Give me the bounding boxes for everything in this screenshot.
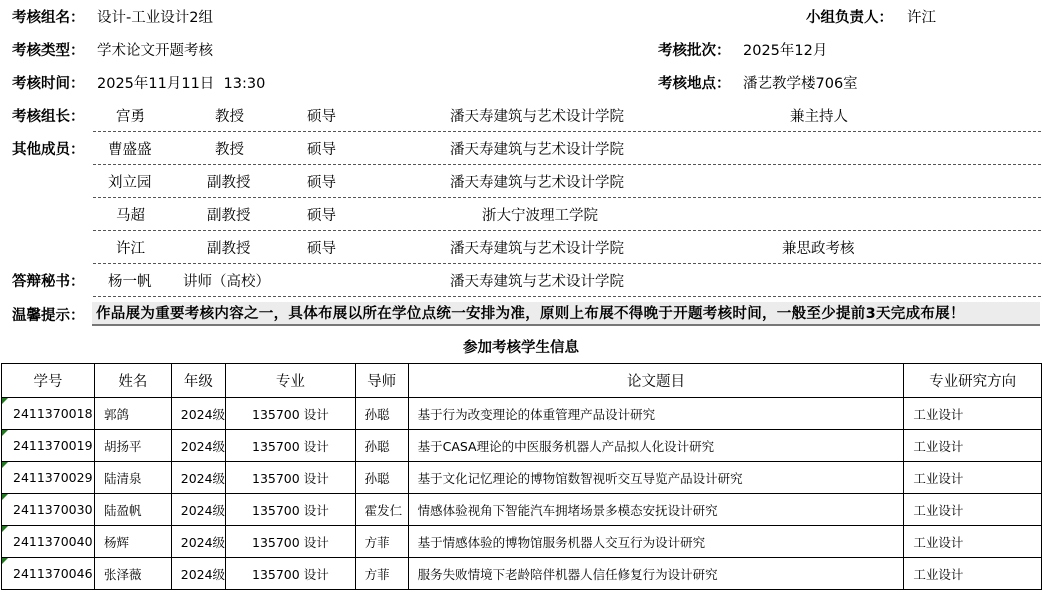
student-name-cell: 郭鸽	[94, 398, 171, 430]
member-org: 浙大宁波理工学院	[482, 208, 598, 224]
member-org: 潘天寿建筑与艺术设计学院	[450, 142, 624, 158]
place-label: 考核地点：	[658, 76, 731, 92]
thesis-title-cell: 基于行为改变理论的体重管理产品设计研究	[408, 398, 904, 430]
table-row	[2, 558, 1042, 590]
column-header: 姓名	[94, 364, 171, 398]
number-as-text-marker-icon	[2, 526, 8, 532]
column-header: 专业	[226, 364, 356, 398]
member-name: 马超	[116, 208, 145, 224]
student-name-cell: 陆清泉	[94, 462, 171, 494]
advisor-cell: 孙聪	[355, 430, 408, 462]
column-header: 导师	[355, 364, 408, 398]
number-as-text-marker-icon	[2, 430, 8, 436]
member-title: 副教授	[207, 175, 251, 191]
divider	[93, 197, 1041, 198]
students-table	[1, 363, 1042, 590]
research-direction-cell: 工业设计	[904, 398, 1042, 430]
table-row	[2, 526, 1042, 558]
column-header: 专业研究方向	[904, 364, 1042, 398]
divider	[93, 296, 1041, 297]
secretary-name: 杨一帆	[108, 274, 152, 290]
research-direction-cell: 工业设计	[904, 430, 1042, 462]
thesis-title-cell: 基于文化记忆理论的博物馆数智视听交互导览产品设计研究	[408, 462, 904, 494]
place-value: 潘艺教学楼706室	[743, 76, 858, 92]
table-row	[2, 430, 1042, 462]
member-title: 教授	[215, 142, 244, 158]
tip-label: 温馨提示：	[12, 308, 85, 324]
research-direction-cell: 工业设计	[904, 558, 1042, 590]
batch-value: 2025年12月	[743, 43, 828, 59]
member-role: 硕导	[307, 175, 336, 191]
table-row	[2, 462, 1042, 494]
number-as-text-marker-icon	[2, 398, 8, 404]
student-id-cell: 2411370040	[2, 526, 95, 558]
column-header: 论文题目	[408, 364, 904, 398]
thesis-title-cell: 服务失败情境下老龄陪伴机器人信任修复行为设计研究	[408, 558, 904, 590]
student-name-cell: 张泽薇	[94, 558, 171, 590]
type-value: 学术论文开题考核	[97, 43, 213, 59]
table-row	[2, 398, 1042, 430]
major-cell: 135700 设计	[226, 494, 356, 526]
students-title: 参加考核学生信息	[463, 340, 579, 356]
group-name-label: 考核组名：	[12, 10, 85, 26]
advisor-cell: 孙聪	[355, 398, 408, 430]
column-header: 学号	[2, 364, 95, 398]
member-name: 许江	[116, 241, 145, 257]
grade-cell: 2024级	[171, 558, 225, 590]
type-label: 考核类型：	[12, 43, 85, 59]
divider	[93, 164, 1041, 165]
student-name-cell: 胡扬平	[94, 430, 171, 462]
member-title: 副教授	[207, 241, 251, 257]
grade-cell: 2024级	[171, 526, 225, 558]
divider	[93, 131, 1041, 132]
major-cell: 135700 设计	[226, 462, 356, 494]
advisor-cell: 霍发仁	[355, 494, 408, 526]
member-org: 潘天寿建筑与艺术设计学院	[450, 175, 624, 191]
thesis-title-cell: 情感体验视角下智能汽车拥堵场景多模态安抚设计研究	[408, 494, 904, 526]
thesis-title-cell: 基于情感体验的博物馆服务机器人交互行为设计研究	[408, 526, 904, 558]
advisor-cell: 方菲	[355, 558, 408, 590]
chair-org: 潘天寿建筑与艺术设计学院	[450, 109, 624, 125]
grade-cell: 2024级	[171, 398, 225, 430]
advisor-cell: 方菲	[355, 526, 408, 558]
number-as-text-marker-icon	[2, 462, 8, 468]
chair-label: 考核组长：	[12, 109, 85, 125]
student-id-cell: 2411370029	[2, 462, 95, 494]
advisor-cell: 孙聪	[355, 462, 408, 494]
time-value: 2025年11月11日 13:30	[97, 76, 266, 92]
secretary-label: 答辩秘书：	[12, 274, 85, 290]
table-row	[2, 494, 1042, 526]
group-name-value: 设计-工业设计2组	[97, 10, 213, 26]
major-cell: 135700 设计	[226, 558, 356, 590]
research-direction-cell: 工业设计	[904, 462, 1042, 494]
major-cell: 135700 设计	[226, 398, 356, 430]
table-header-row	[2, 364, 1042, 398]
chair-name: 宫勇	[116, 109, 145, 125]
time-label: 考核时间：	[12, 76, 85, 92]
chair-title: 教授	[215, 109, 244, 125]
member-org: 潘天寿建筑与艺术设计学院	[450, 241, 624, 257]
student-name-cell: 陆盈帆	[94, 494, 171, 526]
chair-role: 硕导	[307, 109, 336, 125]
member-role: 硕导	[307, 142, 336, 158]
number-as-text-marker-icon	[2, 558, 8, 564]
secretary-title: 讲师（高校）	[183, 274, 270, 290]
chair-note: 兼主持人	[790, 109, 848, 125]
divider	[93, 230, 1041, 231]
member-note: 兼思政考核	[782, 241, 855, 257]
leader-value: 许江	[907, 10, 936, 26]
student-id-cell: 2411370018	[2, 398, 95, 430]
student-name-cell: 杨辉	[94, 526, 171, 558]
number-as-text-marker-icon	[2, 494, 8, 500]
member-title: 副教授	[207, 208, 251, 224]
student-id-cell: 2411370019	[2, 430, 95, 462]
leader-label: 小组负责人：	[806, 10, 893, 26]
divider	[93, 263, 1041, 264]
member-role: 硕导	[307, 241, 336, 257]
major-cell: 135700 设计	[226, 526, 356, 558]
student-id-cell: 2411370030	[2, 494, 95, 526]
member-name: 曹盛盛	[108, 142, 152, 158]
student-id-cell: 2411370046	[2, 558, 95, 590]
member-role: 硕导	[307, 208, 336, 224]
thesis-title-cell: 基于CASA理论的中医服务机器人产品拟人化设计研究	[408, 430, 904, 462]
member-name: 刘立园	[108, 175, 152, 191]
grade-cell: 2024级	[171, 430, 225, 462]
batch-label: 考核批次：	[658, 43, 731, 59]
research-direction-cell: 工业设计	[904, 494, 1042, 526]
research-direction-cell: 工业设计	[904, 526, 1042, 558]
members-label: 其他成员：	[12, 142, 85, 158]
tip-text: 作品展为重要考核内容之一，具体布展以所在学位点统一安排为准，原则上布展不得晚于开题考核时间，一般至少提前3天完成布展！	[92, 302, 1040, 326]
grade-cell: 2024级	[171, 494, 225, 526]
column-header: 年级	[171, 364, 225, 398]
major-cell: 135700 设计	[226, 430, 356, 462]
secretary-org: 潘天寿建筑与艺术设计学院	[450, 274, 624, 290]
grade-cell: 2024级	[171, 462, 225, 494]
